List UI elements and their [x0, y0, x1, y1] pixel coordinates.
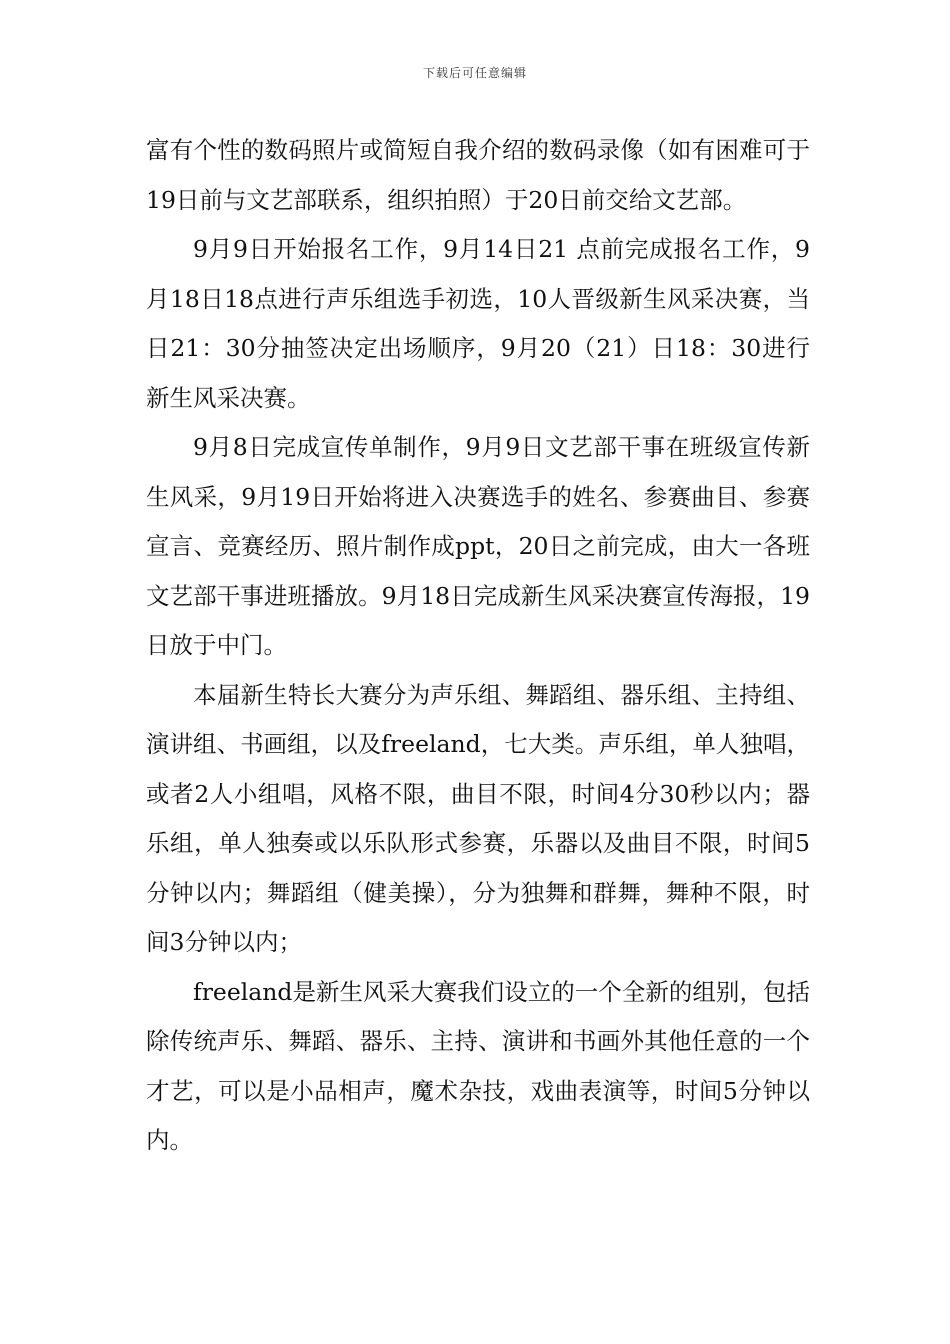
paragraph-3: 9月8日完成宣传单制作，9月9日文艺部干事在班级宣传新生风采，9月19日开始将进入决赛选手的姓名、参赛曲目、参赛宣言、竞赛经历、照片制作成ppt，20日之前完成，由大一各班文艺部干事进班播放。9月18日完成新生风采决赛宣传海报，19日放于中门。	[146, 433, 810, 659]
document-body	[146, 126, 810, 1166]
paragraph-1: 富有个性的数码照片或简短自我介绍的数码录像（如有困难可于19日前与文艺部联系，组织拍照）于20日前交给文艺部。	[146, 136, 810, 214]
paragraph-4: 本届新生特长大赛分为声乐组、舞蹈组、器乐组、主持组、演讲组、书画组，以及freeland，七大类。声乐组，单人独唱，或者2人小组唱，风格不限，曲目不限，时间4分30秒以内；器乐组，单人独奏或以乐队形式参赛，乐器以及曲目不限，时间5分钟以内；舞蹈组（健美操），分为独舞和群舞，舞种不限，时间3分钟以内；	[146, 680, 810, 956]
page-header: 下载后可任意编辑	[422, 66, 527, 80]
paragraph-5: freeland是新生风采大赛我们设立的一个全新的组别，包括除传统声乐、舞蹈、器乐、主持、演讲和书画外其他任意的一个才艺，可以是小品相声，魔术杂技，戏曲表演等，时间5分钟以内。	[146, 977, 810, 1154]
paragraph-2: 9月9日开始报名工作，9月14日21 点前完成报名工作，9月18日18点进行声乐组选手初选，10人晋级新生风采决赛，当日21：30分抽签决定出场顺序，9月20（21）日18：30进行新生风采决赛。	[146, 235, 810, 412]
